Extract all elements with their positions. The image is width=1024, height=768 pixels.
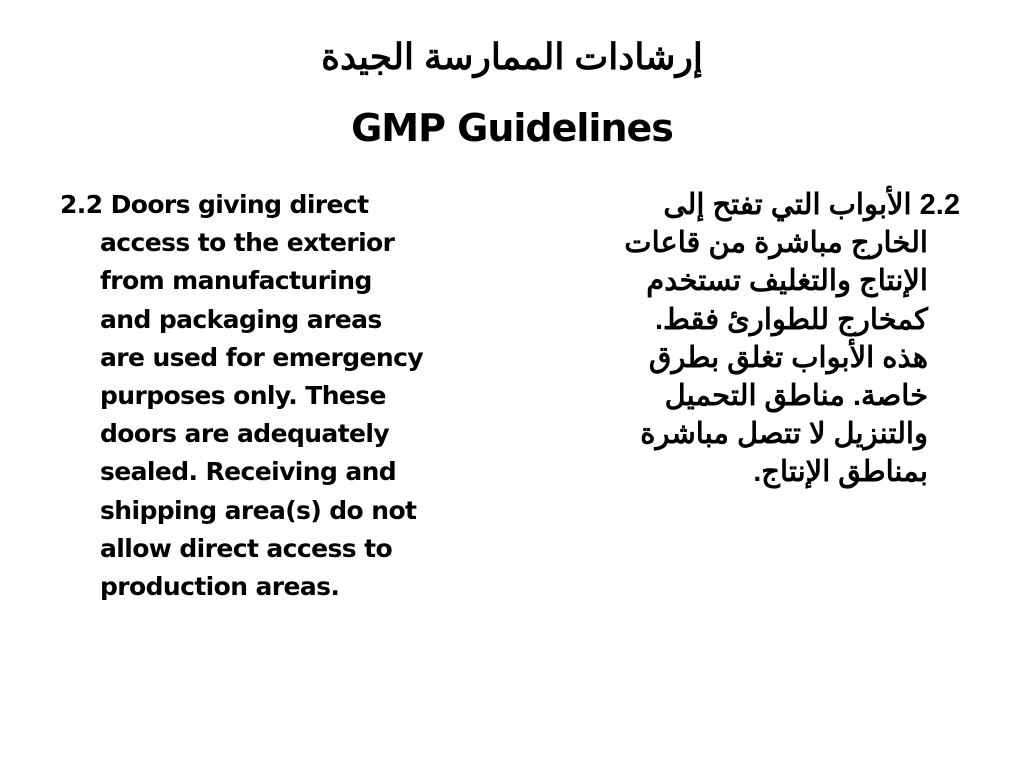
english-line: 2.2 Doors giving direct	[60, 190, 369, 219]
arabic-text-column	[540, 186, 960, 492]
arabic-line: 2.2 الأبواب التي تفتح إلى	[663, 189, 960, 221]
english-line: access to the exterior	[100, 228, 395, 258]
english-line: and packaging areas	[100, 304, 382, 334]
english-line: are used for emergency	[100, 342, 424, 372]
english-line: purposes only. These	[100, 380, 386, 410]
english-line: shipping area(s) do not	[100, 495, 417, 525]
english-line: from manufacturing	[100, 266, 372, 296]
english-line: doors are adequately	[100, 419, 390, 449]
arabic-line: والتنزيل لا تتصل مباشرة	[640, 418, 928, 451]
slide-title-arabic: إرشادات الممارسة الجيدة	[321, 36, 703, 77]
english-line: allow direct access to	[100, 533, 393, 563]
arabic-line: كمخارج للطوارئ فقط.	[654, 303, 928, 336]
arabic-line: هذه الأبواب تغلق بطرق	[648, 341, 928, 374]
arabic-line: بمناطق الإنتاج.	[753, 456, 928, 489]
english-line: production areas.	[100, 571, 340, 601]
english-text-column	[60, 186, 510, 606]
arabic-line: خاصة. مناطق التحميل	[664, 379, 928, 412]
arabic-line: الإنتاج والتغليف تستخدم	[646, 265, 928, 298]
slide-title-english: GMP Guidelines	[351, 106, 673, 150]
arabic-line: الخارج مباشرة من قاعات	[624, 227, 928, 260]
english-line: sealed. Receiving and	[100, 457, 397, 487]
